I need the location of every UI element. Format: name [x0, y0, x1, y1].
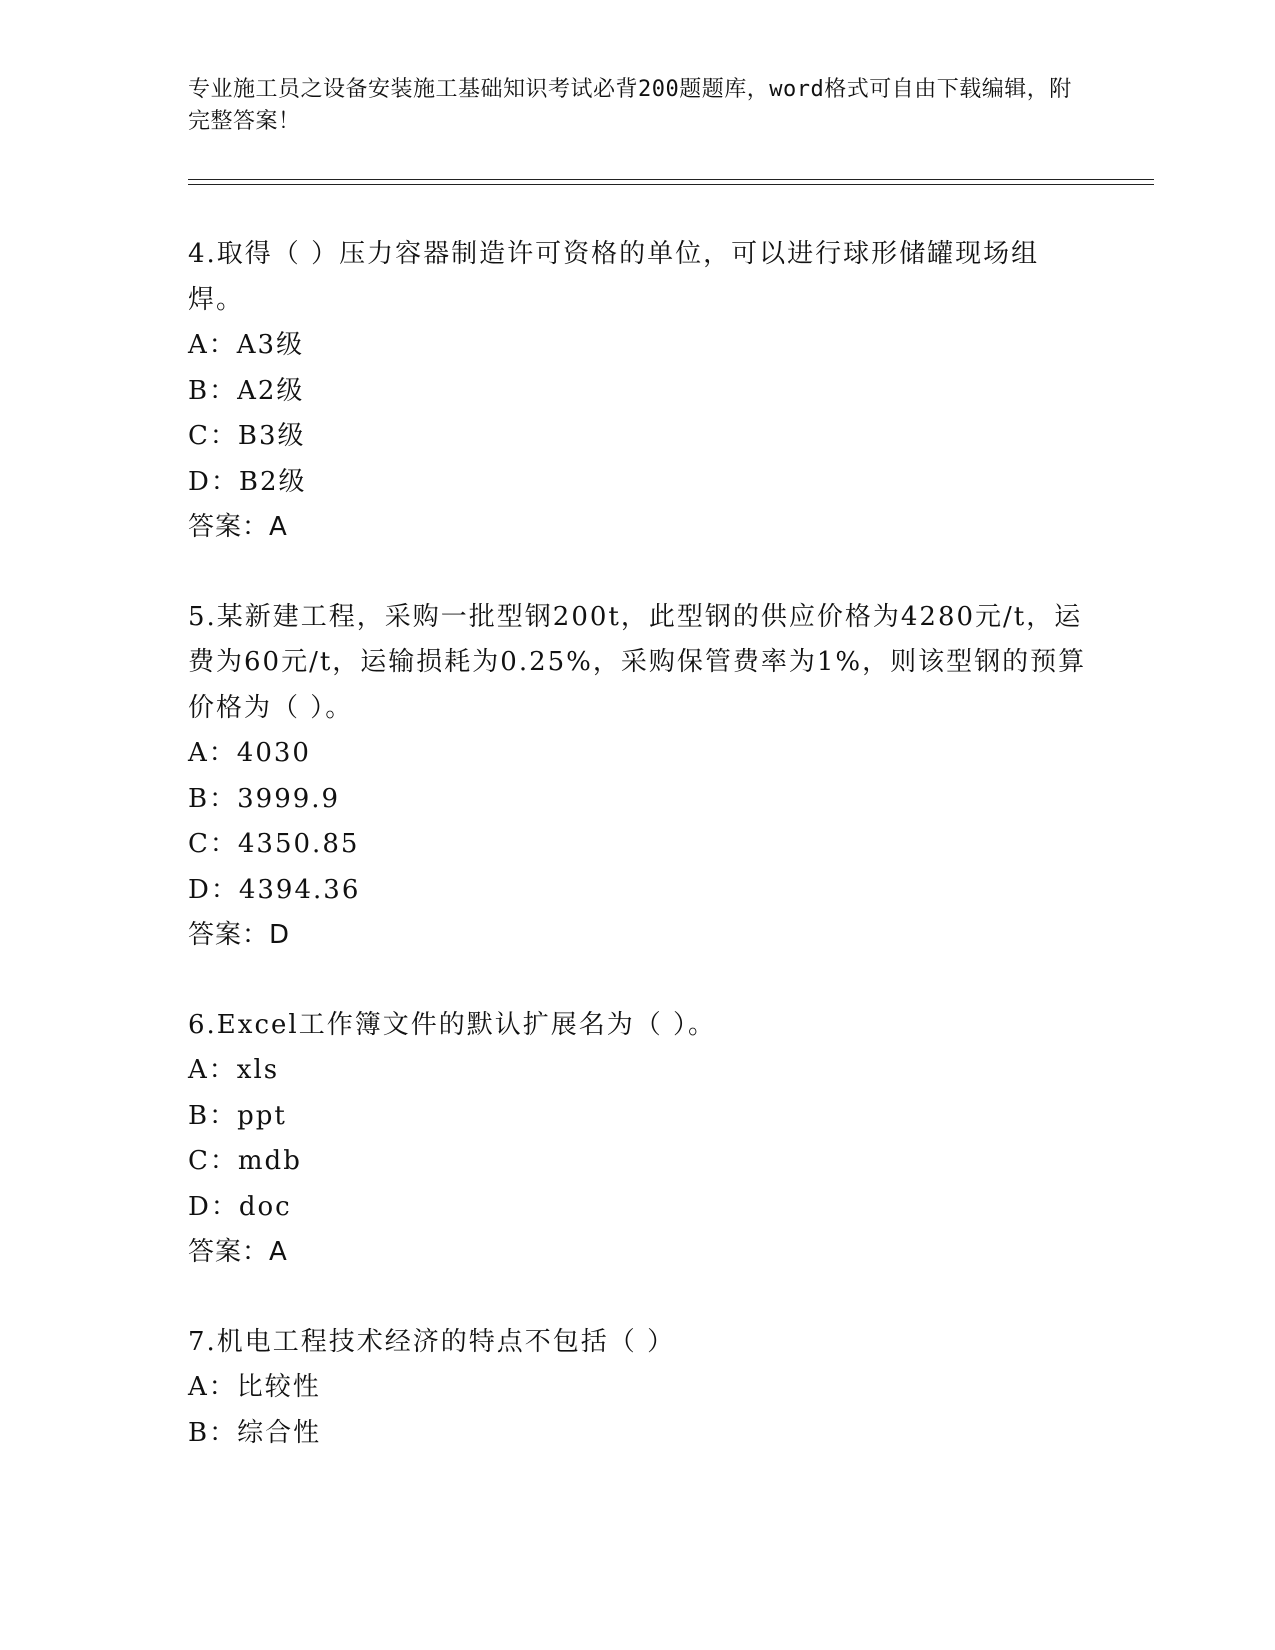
option-b: B：综合性	[188, 1417, 322, 1448]
question-7	[188, 1320, 1088, 1457]
option-b: B：ppt	[188, 1100, 287, 1131]
page-header: 专业施工员之设备安装施工基础知识考试必背200题题库，word格式可自由下载编辑，附完整答案！	[188, 77, 1072, 134]
header-divider-top	[188, 179, 1154, 180]
question-5	[188, 595, 1088, 959]
option-d: D：doc	[188, 1191, 292, 1222]
option-b: B：A2级	[188, 375, 305, 406]
option-a: A：4030	[188, 738, 311, 768]
question-list	[188, 232, 1088, 1500]
option-c: C：4350.85	[188, 829, 360, 859]
option-c: C：B3级	[188, 421, 306, 451]
option-a: A：xls	[188, 1055, 280, 1085]
option-b: B：3999.9	[188, 783, 341, 814]
option-c: C：mdb	[188, 1146, 302, 1176]
option-a: A：A3级	[188, 330, 305, 360]
answer-label: 答案：A	[188, 512, 288, 542]
answer-label: 答案：D	[188, 920, 291, 950]
question-text: 7.机电工程技术经济的特点不包括（ ）	[188, 1326, 676, 1357]
question-6	[188, 1003, 1088, 1276]
question-text: 6.Excel工作簿文件的默认扩展名为（ ）。	[188, 1009, 716, 1040]
option-d: D：B2级	[188, 466, 307, 497]
option-d: D：4394.36	[188, 874, 361, 905]
question-4	[188, 232, 1088, 551]
option-a: A：比较性	[188, 1372, 321, 1402]
answer-label: 答案：A	[188, 1237, 288, 1267]
question-text: 5.某新建工程，采购一批型钢200t，此型钢的供应价格为4280元/t，运费为60元/t，运输损耗为0.25%，采购保管费率为1%，则该型钢的预算价格为（ ）。	[188, 601, 1087, 723]
header-divider-bottom	[188, 184, 1154, 185]
question-text: 4.取得（ ）压力容器制造许可资格的单位，可以进行球形储罐现场组焊。	[188, 239, 1040, 315]
